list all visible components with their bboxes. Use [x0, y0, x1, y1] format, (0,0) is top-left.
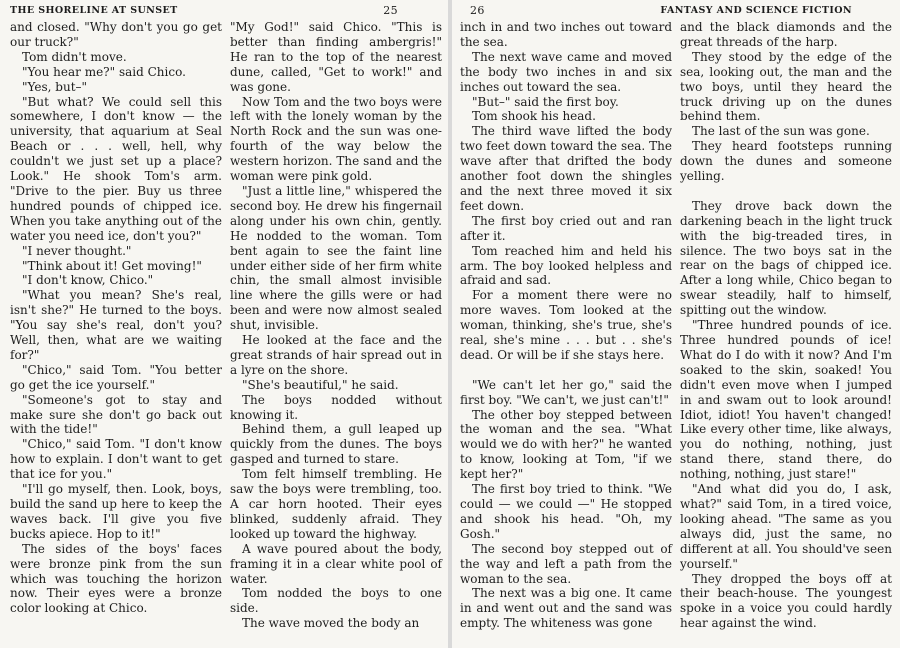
paragraph: They heard footsteps running down the dunes and someone yelling.: [680, 139, 892, 184]
running-head-right: FANTASY AND SCIENCE FICTION: [660, 4, 852, 16]
paragraph: The last of the sun was gone.: [692, 124, 870, 139]
paragraph: The second boy stepped out of the way and left a path from the woman to the sea.: [460, 541, 672, 586]
paragraph: "I'll go myself, then. Look, boys, build the sand up here to keep the waves back. I'll give you five bucks apiece. Hop to it!": [10, 482, 222, 541]
paragraph: Tom shook his head.: [472, 109, 596, 124]
paragraph: The next wave came and moved the body two inches in and six inches out toward the sea.: [460, 49, 672, 94]
paragraph: They stood by the edge of the sea, looking out, the man and the two boys, until they heard the truck driving up on the dunes behind them.: [680, 49, 892, 124]
page-number-right: 26: [470, 3, 485, 17]
paragraph: "I never thought.": [22, 243, 132, 258]
paragraph: The third wave lifted the body two feet down toward the sea. The wave after that drifted the body another foot down the shingles and the next three moved it six feet down.: [460, 124, 672, 213]
paragraph: For a moment there were no more waves. Tom looked at the woman, thinking, she's true, she's real, she's mine . . . but . . she's dead. Or will be if she stays here.: [460, 288, 672, 362]
right-page: [452, 0, 900, 648]
paragraph: "Yes, but–": [22, 79, 88, 94]
paragraph: and closed. "Why don't you go get our truck?": [10, 20, 222, 49]
paragraph: Behind them, a gull leaped up quickly from the dunes. The boys gasped and turned to stare.: [230, 422, 442, 467]
paragraph: "I don't know, Chico.": [22, 273, 154, 288]
paragraph: "Three hundred pounds of ice. Three hundred pounds of ice! What do I do with it now? And I'm soaked to the skin, soaked! You didn't even move when I jumped in and swam out to look around! Idiot, idiot! You haven't changed! Like every other time, like always, you do nothing, nothing, just stand there, stand there, do nothing, nothing, just stare!": [680, 318, 892, 482]
paragraph: The other boy stepped between the woman and the sea. "What would we do with her?" he wanted to know, looking at Tom, "if we kept her?": [460, 407, 672, 482]
paragraph: "My God!" said Chico. "This is better than finding ambergris!" He ran to the top of the nearest dune, called, "Get to work!" and was gone.: [230, 20, 442, 94]
paragraph: "Chico," said Tom. "You better go get the ice yourself.": [10, 362, 222, 392]
running-head-left: THE SHORELINE AT SUNSET: [10, 4, 178, 16]
paragraph: "Someone's got to stay and make sure she don't go back out with the tide!": [10, 392, 222, 437]
paragraph: "What you mean? She's real, isn't she?" He turned to the boys. "You say she's real, don't you? Well, then, what are we waiting for?": [10, 288, 222, 362]
paragraph: "Think about it! Get moving!": [22, 258, 202, 273]
paragraph: "Just a little line," whispered the second boy. He drew his fingernail along under his own chin, gently. He nodded to the woman. Tom bent again to see the faint line under either side of her firm white chin, the small almost invisible line where the gills were or had been and were now almost sealed shut, invisible.: [230, 183, 442, 333]
text-column: [230, 20, 442, 631]
page-number-left: 25: [383, 3, 398, 17]
paragraph: Tom nodded the boys to one side.: [230, 586, 442, 616]
left-page-columns: [10, 20, 442, 631]
paragraph: "She's beautiful," he said.: [242, 377, 399, 392]
paragraph: The first boy tried to think. "We could — we could —" He stopped and shook his head. "Oh, my Gosh.": [460, 482, 672, 541]
paragraph: The first boy cried out and ran after it.: [460, 213, 672, 243]
text-column: [680, 20, 892, 631]
paragraph: The boys nodded without knowing it.: [230, 392, 442, 422]
paragraph: and the black diamonds and the great threads of the harp.: [680, 20, 892, 49]
paragraph: The sides of the boys' faces were bronze pink from the sun which was touching the horizon now. Their eyes were a bronze color looking at Chico.: [10, 541, 222, 616]
left-page-header: [10, 0, 442, 20]
paragraph: Tom reached him and held his arm. The boy looked helpless and afraid and sad.: [460, 243, 672, 288]
paragraph: They dropped the boys off at their beach-house. The youngest spoke in a voice you could hardly hear against the wind.: [680, 571, 892, 631]
paragraph: Now Tom and the two boys were left with the lonely woman by the North Rock and the sun was one-fourth of the way below the western horizon. The sand and the woman were pink gold.: [230, 94, 442, 184]
paragraph: He looked at the face and the great strands of hair spread out in a lyre on the shore.: [230, 333, 442, 377]
paragraph: Tom didn't move.: [22, 49, 127, 64]
paragraph: A wave poured about the body, framing it in a clear white pool of water.: [230, 541, 442, 586]
right-page-columns: [460, 20, 892, 631]
paragraph: "Chico," said Tom. "I don't know how to explain. I don't want to get that ice for you.": [10, 437, 222, 482]
left-page: [0, 0, 448, 648]
paragraph: The wave moved the body an: [242, 616, 420, 631]
paragraph: Tom felt himself trembling. He saw the boys were trembling, too. A car horn hooted. Their eyes blinked, suddenly afraid. They looked up toward the highway.: [230, 467, 442, 541]
paragraph: The next was a big one. It came in and went out and the sand was empty. The whiteness was gone: [460, 586, 672, 631]
paragraph: inch in and two inches out toward the sea.: [460, 20, 672, 49]
paragraph: "And what did you do, I ask, what?" said Tom, in a tired voice, looking ahead. "The same as you always did, just the same, no different at all. You should've seen yourself.": [680, 482, 892, 571]
paragraph: "But what? We could sell this somewhere, I don't know — the university, that aquarium at Seal Beach or . . . well, hell, why couldn't we just set up a place? Look." He shook Tom's arm. "Drive to the pier. Buy us three hundred pounds of chipped ice. When you take anything out of the water you need ice, don't you?": [10, 94, 222, 243]
paragraph: "We can't let her go," said the first boy. "We can't, we just can't!": [460, 377, 672, 407]
right-page-header: [460, 0, 892, 20]
text-column: [10, 20, 222, 631]
text-column: [460, 20, 672, 631]
paragraph: They drove back down the darkening beach in the light truck with the big-treaded tires, in silence. The two boys sat in the rear on the bags of chipped ice. After a long while, Chico began to swear steadily, half to himself, spitting out the window.: [680, 198, 892, 318]
paragraph: "But–" said the first boy.: [472, 94, 619, 109]
paragraph: "You hear me?" said Chico.: [22, 64, 186, 79]
